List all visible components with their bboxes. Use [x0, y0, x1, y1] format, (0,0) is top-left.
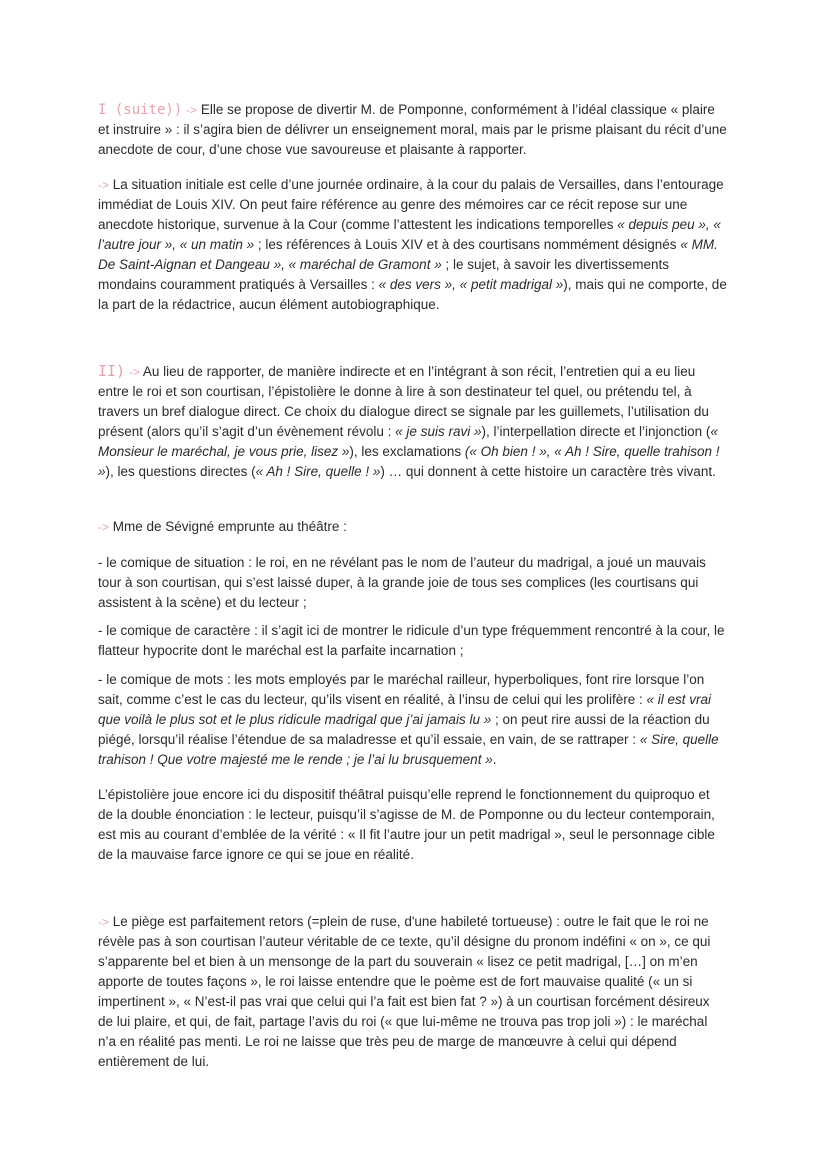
paragraph-5: - le comique de situation : le roi, en ne révélant pas le nom de l’auteur du madrigal, a joué un mauvais tour à son courtisan, qui s’est laissé duper, à la grande joie de tous ses complices (les courtisans qui assistent à la scène) et du lecteur ;: [98, 555, 706, 610]
section-marker: I (suite)): [98, 102, 183, 118]
arrow-icon: ->: [98, 520, 110, 534]
paragraph-6: - le comique de caractère : il s’agit ici de montrer le ridicule d’un type fréquemment rencontré à la cour, le flatteur hypocrite dont le maréchal est la parfaite incarnation ;: [98, 623, 725, 658]
arrow-icon: ->: [98, 915, 110, 929]
paragraph-1: I (suite)) -> Elle se propose de divertir M. de Pomponne, conformément à l’idéal classique « plaire et instruire » : il s’agira bien de délivrer un enseignement moral, mais par le prisme plaisant du récit d’une anecdote de cour, d’une chose vue savoureuse et plaisante à rapporter.: [98, 102, 727, 157]
section-marker: II): [98, 362, 126, 380]
arrow-icon: ->: [186, 103, 198, 117]
paragraph-2: -> La situation initiale est celle d’une journée ordinaire, à la cour du palais de Versailles, dans l’entourage immédiat de Louis XIV. On peut faire référence au genre des mémoires car ce récit repose sur une anecdote historique, survenue à la Cour (comme l’attestent les indications temporelles « depuis peu », « l’autre jour », « un matin » ; les références à Louis XIV et à des courtisans nommément désignés « MM. De Saint-Aignan et Dangeau », « maréchal de Gramont » ; le sujet, à savoir les divertissements mondains couramment pratiqués à Versailles : « des vers », « petit madrigal »), mais qui ne comporte, de la part de la rédactrice, aucun élément autobiographique.: [98, 177, 727, 312]
paragraph-8: L’épistolière joue encore ici du dispositif théâtral puisqu’elle reprend le fonctionnement du quiproquo et de la double énonciation : le lecteur, puisqu’il s’agisse de M. de Pomponne ou du lecteur contemporain, est mis au courant d’emblée de la vérité : « Il fit l’autre jour un petit madrigal », seul le personnage cible de la mauvaise farce ignore ce qui se joue en réalité.: [98, 787, 715, 862]
arrow-icon: ->: [128, 365, 140, 379]
paragraph-4: -> Mme de Sévigné emprunte au théâtre :: [98, 519, 347, 534]
paragraph-3: II) -> Au lieu de rapporter, de manière indirecte et en l’intégrant à son récit, l’entretien qui a eu lieu entre le roi et son courtisan, l’épistolière le donne à lire à son destinateur tel quel, ou prétendu tel, à travers un bref dialogue direct. Ce choix du dialogue direct se signale par les guillemets, l’utilisation du présent (alors qu’il s’agit d’un évènement révolu : « je suis ravi »), l’interpellation directe et l’injonction (« Monsieur le maréchal, je vous prie, lisez »), les exclamations (« Oh bien ! », « Ah ! Sire, quelle trahison ! »), les questions directes (« Ah ! Sire, quelle ! ») … qui donnent à cette histoire un caractère très vivant.: [98, 362, 720, 479]
paragraph-9: -> Le piège est parfaitement retors (=plein de ruse, d'une habileté tortueuse) : outre le fait que le roi ne révèle pas à son courtisan l’auteur véritable de ce texte, qu’il désigne du pronom indéfini « on », ce qui s’apparente bel et bien à un mensonge de la part du souverain « lisez ce petit madrigal, […] on m’en apporte de toutes façons », le roi laisse entendre que le poème est de fort mauvaise qualité (« un si impertinent », « N’est-il pas vrai que celui qui l’a fait est bien fat ? ») à un courtisan forcément désireux de lui plaire, et qui, de fait, partage l’avis du roi (« que lui-même ne trouva pas trop joli ») : le maréchal n’a en réalité pas menti. Le roi ne laisse que très peu de marge de manœuvre à celui qui dépend entièrement de lui.: [98, 914, 711, 1069]
paragraph-7: - le comique de mots : les mots employés par le maréchal railleur, hyperboliques, font rire lorsque l’on sait, comme c’est le cas du lecteur, qu’ils visent en réalité, à l’insu de celui qui les prolifère : « il est vrai que voilà le plus sot et le plus ridicule madrigal que j’ai jamais lu » ; on peut rire aussi de la réaction du piégé, lorsqu’il réalise l’étendue de sa maladresse et qu’il essaie, en vain, de se rattraper : « Sire, quelle trahison ! Que votre majesté me le rende ; je l’ai lu brusquement ».: [98, 672, 719, 767]
arrow-icon: ->: [98, 178, 110, 192]
